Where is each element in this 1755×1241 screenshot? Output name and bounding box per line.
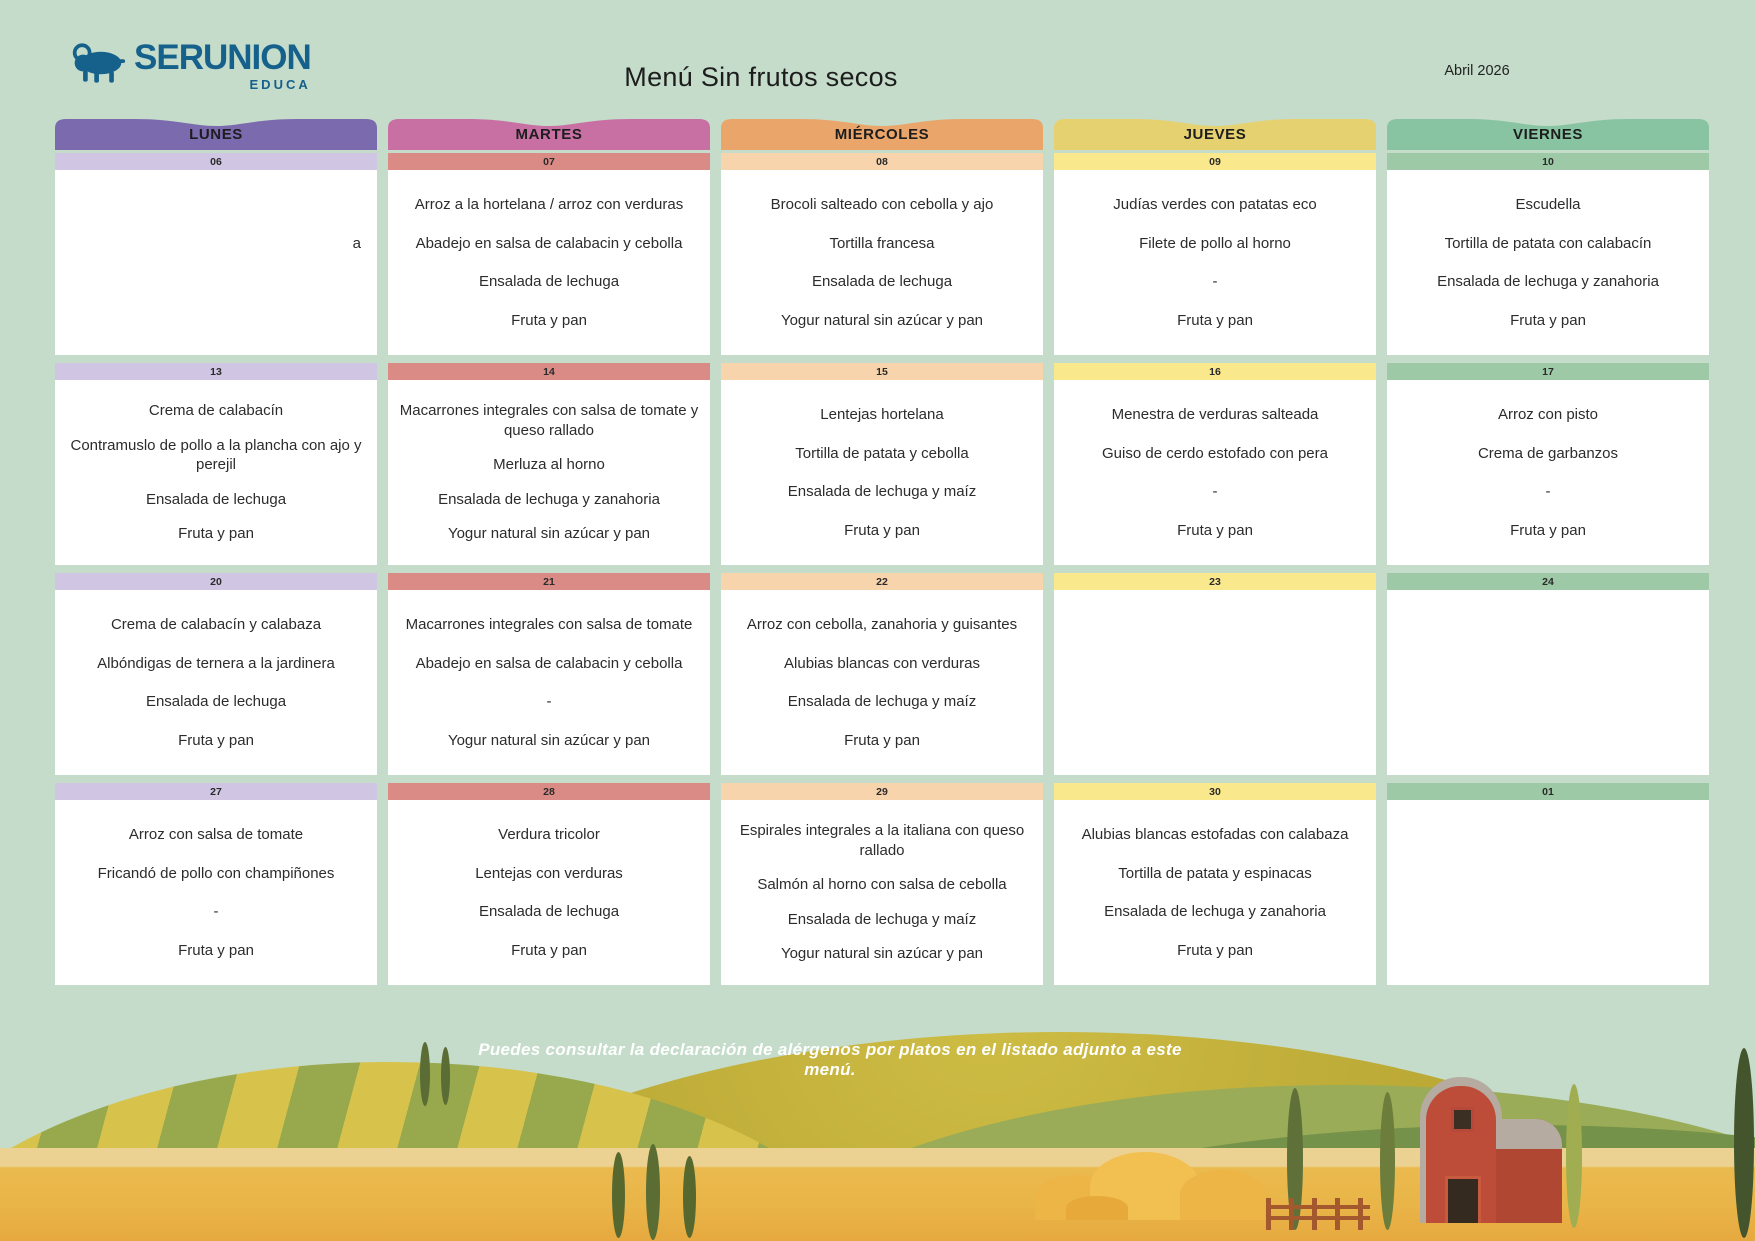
day-label: LUNES [189,126,243,143]
menu-item: Verdura tricolor [498,826,600,843]
date-bar: 07 [388,153,710,170]
menu-item: Crema de calabacín [148,402,284,420]
day-header-viernes [1387,116,1709,150]
menu-item: Fruta y pan [1510,311,1586,329]
menu-item: Fruta y pan [178,941,254,959]
menu-cell [388,170,710,355]
menu-cell [55,800,377,985]
date-bar: 21 [388,573,710,590]
day-column-miercoles [721,116,1043,993]
menu-cell [55,590,377,775]
menu-item: Menestra de verduras salteada [1111,406,1319,423]
cypress-tree-icon [441,1047,450,1105]
menu-calendar [55,116,1709,993]
menu-item: Ensalada de lechuga [145,490,287,508]
week-3-martes [388,573,710,775]
week-3-lunes [55,573,377,775]
logo-text [134,40,311,91]
hay-bale-icon [1180,1170,1265,1220]
brand-name: SERUNION [134,38,311,77]
menu-cell [1054,590,1376,775]
menu-item: Tortilla francesa [829,234,935,252]
menu-item [65,311,367,329]
menu-item: Alubias blancas con verduras [784,654,980,672]
date-bar: 27 [55,783,377,800]
allergen-note: Puedes consultar la declaración de alérgenos por platos en el listado adjunto a este menú. [478,1040,1182,1079]
day-label: JUEVES [1183,126,1247,143]
menu-item: Fruta y pan [1177,521,1253,539]
menu-item [65,273,367,291]
menu-cell [388,380,710,565]
menu-item: Arroz a la hortelana / arroz con verduras [414,196,684,213]
date-bar: 16 [1054,363,1376,380]
menu-item: Yogur natural sin azúcar y pan [447,731,651,749]
serunion-logo [70,40,311,91]
menu-item: Contramuslo de pollo a la plancha con ajo y perejil [70,436,362,474]
date-bar: 29 [721,783,1043,800]
menu-item: Brocoli salteado con cebolla y ajo [770,196,994,213]
menu-cell [1387,590,1709,775]
week-3-viernes [1387,573,1709,775]
menu-item: Salmón al horno con salsa de cebolla [757,876,1007,894]
menu-item: Fruta y pan [1510,521,1586,539]
menu-item: Crema de calabacín y calabaza [110,616,322,633]
date-bar: 01 [1387,783,1709,800]
barn-window [1451,1107,1474,1132]
day-column-martes [388,116,710,993]
farm-illustration [0,1000,1755,1241]
menu-item: Fruta y pan [178,525,254,543]
period-label: Abril 2026 [1444,63,1510,79]
menu-item: Guiso de cerdo estofado con pera [1102,444,1328,462]
menu-cell [1054,800,1376,985]
menu-item: Ensalada de lechuga y zanahoria [1104,903,1326,920]
bull-icon [70,42,126,84]
menu-item: - [1545,483,1551,500]
menu-item: Fruta y pan [844,521,920,539]
menu-cell [1387,380,1709,565]
menu-item: Abadejo en salsa de calabacin y cebolla [415,654,683,672]
cypress-tree-icon [1734,1048,1754,1238]
menu-item [65,196,367,214]
date-bar: 17 [1387,363,1709,380]
menu-cell [721,380,1043,565]
cypress-tree-icon [420,1042,430,1106]
week-1-martes [388,153,710,355]
date-bar: 10 [1387,153,1709,170]
barn-door [1445,1176,1481,1223]
week-4-martes [388,783,710,985]
week-4-miercoles [721,783,1043,985]
menu-cell [1054,380,1376,565]
menu-item: Ensalada de lechuga y zanahoria [438,490,660,508]
menu-item: Merluza al horno [493,456,605,474]
menu-item: Yogur natural sin azúcar y pan [447,525,651,543]
week-1-miercoles [721,153,1043,355]
menu-item: Lentejas hortelana [820,406,944,423]
date-bar: 06 [55,153,377,170]
menu-item: Ensalada de lechuga [145,693,287,710]
cypress-tree-icon [646,1144,660,1240]
menu-item: Lentejas con verduras [475,864,623,882]
week-4-lunes [55,783,377,985]
menu-cell [1054,170,1376,355]
date-bar: 08 [721,153,1043,170]
menu-cell [1387,170,1709,355]
week-3-miercoles [721,573,1043,775]
menu-item: Arroz con cebolla, zanahoria y guisantes [746,616,1018,633]
week-2-miercoles [721,363,1043,565]
menu-item: Ensalada de lechuga y maíz [787,910,977,928]
menu-item: Ensalada de lechuga y maíz [787,693,977,710]
menu-item: - [213,903,219,920]
menu-cell [721,800,1043,985]
menu-item: Tortilla de patata y espinacas [1118,864,1312,882]
menu-item: Fruta y pan [844,731,920,749]
cypress-tree-icon [1566,1084,1582,1228]
week-1-lunes [55,153,377,355]
week-4-jueves [1054,783,1376,985]
menu-cell [55,170,377,355]
wooden-fence-icon [1266,1198,1370,1230]
cypress-tree-icon [612,1152,625,1238]
date-bar: 28 [388,783,710,800]
menu-cell [721,590,1043,775]
red-barn-icon [1420,1077,1562,1223]
menu-item: Filete de pollo al horno [1139,234,1291,252]
menu-item: Judías verdes con patatas eco [1113,196,1317,213]
menu-item: Yogur natural sin azúcar y pan [780,945,984,963]
menu-cell [1387,800,1709,985]
barn-wing [1496,1119,1562,1223]
week-1-jueves [1054,153,1376,355]
cypress-tree-icon [683,1156,696,1238]
menu-item: Fruta y pan [511,941,587,959]
menu-item: Fruta y pan [1177,941,1253,959]
day-label: VIERNES [1512,126,1584,143]
menu-item: Espirales integrales a la italiana con queso rallado [739,822,1025,859]
week-4-viernes [1387,783,1709,985]
menu-item: Tortilla de patata y cebolla [795,444,969,462]
menu-item: Abadejo en salsa de calabacin y cebolla [415,234,683,252]
menu-item: Alubias blancas estofadas con calabaza [1081,826,1349,843]
day-column-lunes [55,116,377,993]
menu-cell [55,380,377,565]
day-column-viernes [1387,116,1709,993]
menu-item: Fruta y pan [178,731,254,749]
menu-item: Arroz con pisto [1497,406,1599,423]
menu-item: Ensalada de lechuga y zanahoria [1437,273,1659,290]
menu-item: Arroz con salsa de tomate [128,826,304,843]
date-bar: 13 [55,363,377,380]
menu-item: Albóndigas de ternera a la jardinera [97,654,335,672]
day-header-miercoles [721,116,1043,150]
week-2-jueves [1054,363,1376,565]
day-column-jueves [1054,116,1376,993]
date-bar: 22 [721,573,1043,590]
week-2-martes [388,363,710,565]
day-header-martes [388,116,710,150]
menu-item: Fricandó de pollo con champiñones [97,864,335,882]
hay-bale-icon [1066,1196,1128,1220]
week-1-viernes [1387,153,1709,355]
date-bar: 09 [1054,153,1376,170]
date-bar: 24 [1387,573,1709,590]
day-label: MARTES [515,126,583,143]
menu-item: Crema de garbanzos [1477,444,1619,462]
menu-item: Ensalada de lechuga [811,273,953,290]
cypress-tree-icon [1380,1092,1395,1230]
menu-item: Ensalada de lechuga [478,273,620,290]
day-header-lunes [55,116,377,150]
menu-item: - [546,693,552,710]
menu-item: a [352,234,361,252]
page-title: Menú Sin frutos secos [624,62,898,93]
menu-item: Fruta y pan [511,311,587,329]
day-header-jueves [1054,116,1376,150]
week-2-lunes [55,363,377,565]
sub-brand-name: EDUCA [249,77,311,92]
date-bar: 30 [1054,783,1376,800]
menu-cell [388,590,710,775]
date-bar: 15 [721,363,1043,380]
menu-item: Macarrones integrales con salsa de tomate y queso rallado [399,402,699,439]
menu-item: Escudella [1515,196,1581,213]
date-bar: 20 [55,573,377,590]
date-bar: 23 [1054,573,1376,590]
date-bar: 14 [388,363,710,380]
day-label: MIÉRCOLES [834,126,930,143]
week-3-jueves [1054,573,1376,775]
menu-item: Yogur natural sin azúcar y pan [780,311,984,329]
menu-item: Tortilla de patata con calabacín [1444,234,1652,252]
menu-cell [388,800,710,985]
menu-item: Fruta y pan [1177,311,1253,329]
menu-item: - [1212,483,1218,500]
menu-item: Ensalada de lechuga y maíz [787,483,977,500]
menu-item: Ensalada de lechuga [478,903,620,920]
menu-cell [721,170,1043,355]
menu-item: Macarrones integrales con salsa de tomate [405,616,693,633]
menu-item: - [1212,273,1218,290]
week-2-viernes [1387,363,1709,565]
